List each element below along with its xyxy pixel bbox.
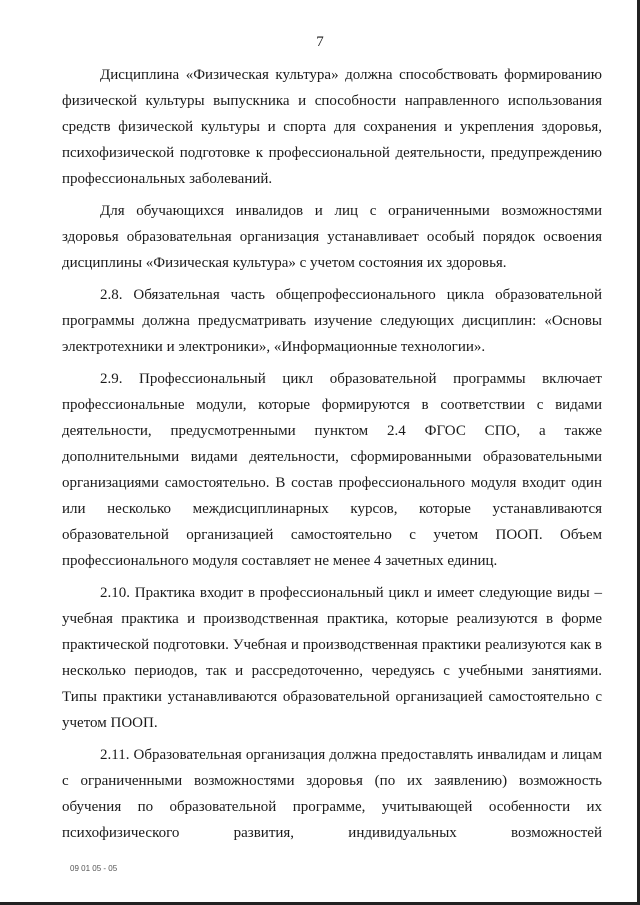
paragraph-physical-culture: Дисциплина «Физическая культура» должна способствовать формированию физической культуры выпускника и способности направленного использования средств физической культуры и спорта для сохранения и укрепления здоровья, психофизической подготовке к профессиональной деятельности, предупреждению профессиональных заболеваний. [62,67,602,187]
paragraph-2-10: 2.10. Практика входит в профессиональный цикл и имеет следующие виды – учебная практика и производственная практика, которые реализуются в форме практической подготовки. Учебная и производственная практики реализуются как в несколько периодов, так и рассредоточенно, чередуясь с учебными занятиями. Типы практики устанавливаются образовательной организацией самостоятельно с учетом ПООП. [62,585,602,731]
footer-code: 09 01 05 - 05 [70,864,118,873]
page-number: 7 [316,34,324,50]
paragraph-disabled-students: Для обучающихся инвалидов и лиц с ограниченными возможностями здоровья образовательная организация устанавливает особый порядок освоения дисциплины «Физическая культура» с учетом состояния их здоровья. [62,203,602,271]
paragraph-2-9: 2.9. Профессиональный цикл образовательной программы включает профессиональные модули, которые формируются в соответствии с видами деятельности, предусмотренными пунктом 2.4 ФГОС СПО, а также дополнительными видами деятельности, сформированными образовательными организациями самостоятельно. В состав профессионального модуля входит один или несколько междисциплинарных курсов, которые устанавливаются образовательной организацией самостоятельно с учетом ПООП. Объем профессионального модуля составляет не менее 4 зачетных единиц. [62,371,602,569]
paragraph-2-8: 2.8. Обязательная часть общепрофессионального цикла образовательной программы должна предусматривать изучение следующих дисциплин: «Основы электротехники и электроники», «Информационные технологии». [62,287,602,355]
paragraph-2-11: 2.11. Образовательная организация должна предоставлять инвалидам и лицам с ограниченными возможностями здоровья (по их заявлению) возможность обучения по образовательной программе, учитывающей особенности их психофизического развития, индивидуальных возможностей [62,747,602,841]
document-body [62,62,602,852]
